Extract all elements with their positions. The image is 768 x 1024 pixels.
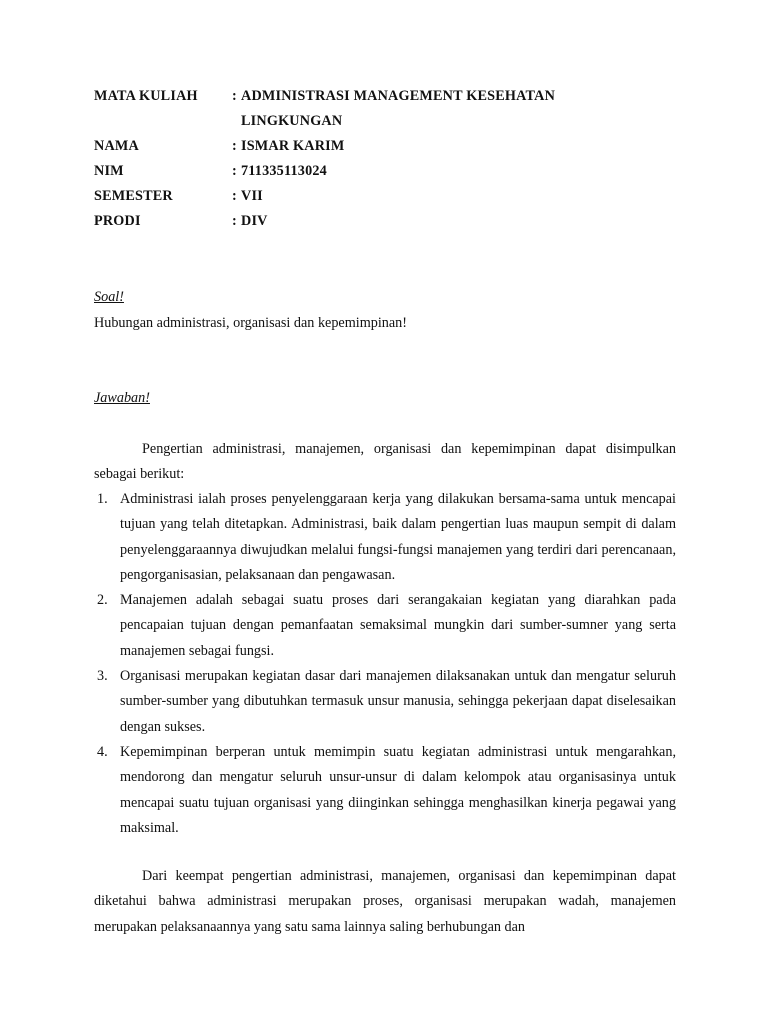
header-label: MATA KULIAH (94, 88, 198, 104)
question-heading: Soal! (94, 289, 124, 305)
header-row-prodi (94, 212, 694, 237)
header-label: NAMA (94, 138, 139, 154)
header-colon: : (232, 213, 237, 229)
list-item-text: Organisasi merupakan kegiatan dasar dari manajemen dilaksanakan untuk dan mengatur seluruh sumber-sumber yang dibutuhkan termasuk unsur manusia, sehingga pekerjaan dapat diselesaikan dengan sukses. (120, 668, 676, 735)
list-item (94, 740, 676, 841)
header-value: VII (241, 188, 263, 204)
header-value: LINGKUNGAN (241, 113, 343, 129)
answer-heading: Jawaban! (94, 390, 150, 406)
header-value: DIV (241, 213, 268, 229)
header-colon: : (232, 188, 237, 204)
list-item-number: 1. (97, 491, 108, 507)
header-row-semester (94, 187, 694, 212)
list-item-number: 2. (97, 592, 108, 609)
identity-header (94, 87, 694, 237)
header-label: PRODI (94, 213, 141, 229)
header-row-nama (94, 137, 694, 162)
question-text: Hubungan administrasi, organisasi dan kepemimpinan! (94, 315, 407, 331)
header-colon: : (232, 88, 237, 104)
header-value: ISMAR KARIM (241, 138, 345, 154)
header-label: SEMESTER (94, 188, 173, 204)
list-item-number: 4. (97, 743, 108, 760)
list-item-text: Manajemen adalah sebagai suatu proses dari serangakaian kegiatan yang diarahkan pada pencapaian tujuan dengan pemanfaatan semaksimal mungkin dari sumber-sumner yang serta manajemen sebagai fungsi. (120, 592, 676, 659)
list-item (94, 588, 676, 664)
list-item-text: Kepemimpinan berperan untuk memimpin suatu kegiatan administrasi untuk mengarahkan, mendorong dan mengatur seluruh unsur-unsur di dalam kelompok atau organisasinya untuk mencapai suatu tujuan organisasi yang diinginkan sehingga menghasilkan kinerja pegawai yang maksimal. (120, 743, 676, 836)
closing-paragraph: Dari keempat pengertian administrasi, manajemen, organisasi dan kepemimpinan dapat diketahui bahwa administrasi merupakan proses, organisasi merupakan wadah, manajemen merupakan pelaksanaannya yang satu sama lainnya saling berhubungan dan (94, 868, 676, 935)
header-row-mata-kuliah (94, 87, 694, 112)
header-row-nim (94, 162, 694, 187)
header-value: ADMINISTRASI MANAGEMENT KESEHATAN (241, 88, 556, 104)
answer-intro-paragraph: Pengertian administrasi, manajemen, organisasi dan kepemimpinan dapat disimpulkan sebagai berikut: (94, 441, 676, 483)
header-colon: : (232, 163, 237, 179)
definition-list (94, 487, 676, 841)
list-item-number: 3. (97, 668, 108, 685)
header-colon: : (232, 138, 237, 154)
list-item (94, 664, 676, 740)
header-value: 711335113024 (241, 163, 327, 179)
list-item-text: Administrasi ialah proses penyelenggaraan kerja yang dilakukan bersama-sama untuk mencapai tujuan yang telah ditetapkan. Administrasi, baik dalam pengertian luas maupun sempit di dalam penyelenggaraannya diwujudkan melalui fungsi-fungsi manajemen yang terdiri dari perencanaan, pengorganisasian, pelaksanaan dan pengawasan. (120, 491, 676, 583)
list-item (94, 487, 676, 588)
header-row-continuation (94, 112, 694, 137)
header-label: NIM (94, 163, 124, 179)
